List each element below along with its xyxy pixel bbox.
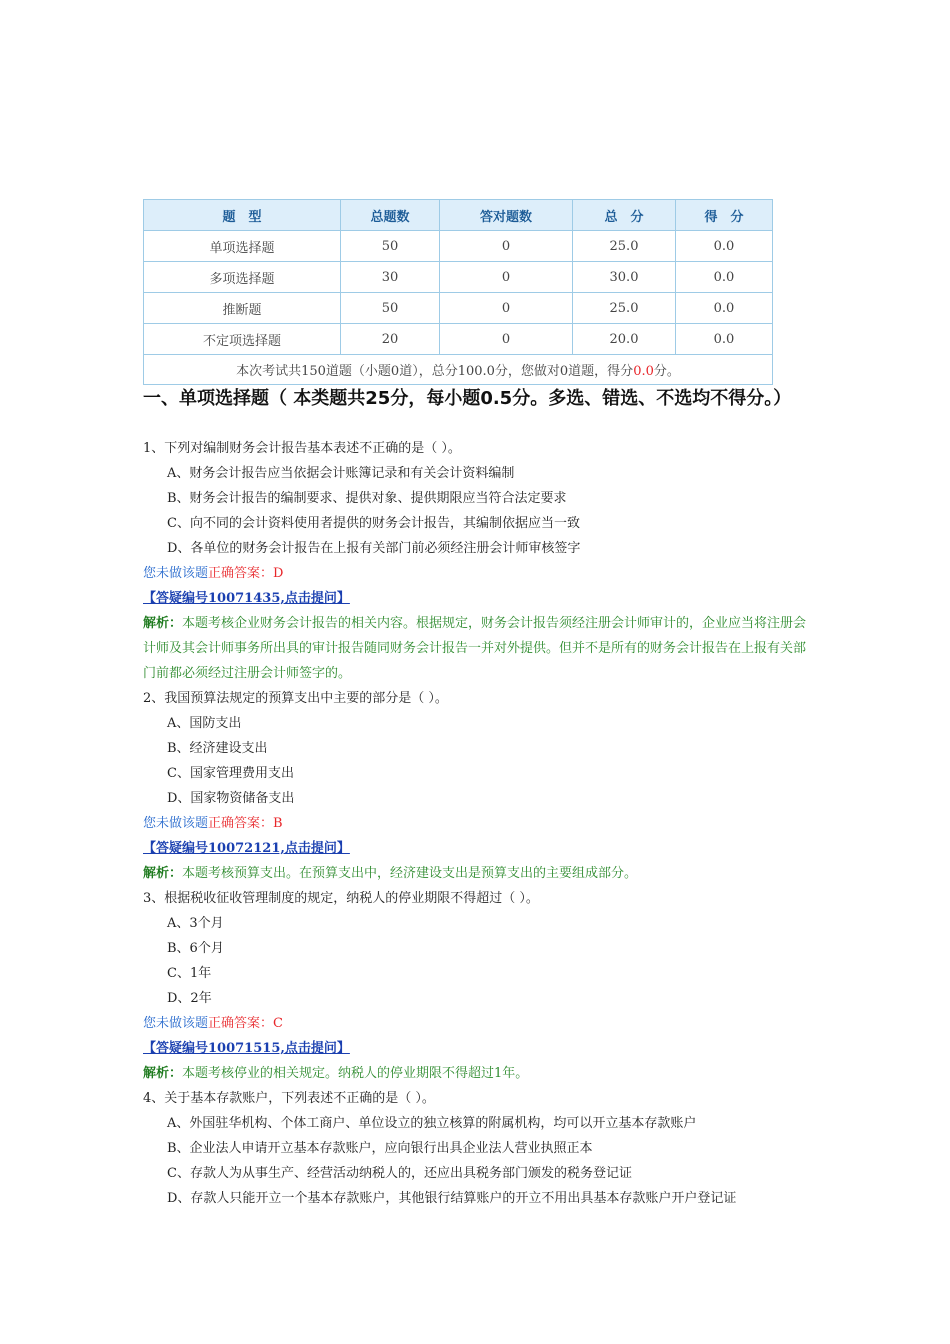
header-total-count: 总题数: [341, 200, 440, 231]
question-item: [143, 1086, 813, 1211]
correct-answer-label: 正确答案：: [208, 566, 274, 581]
option-b: B、6个月: [167, 941, 224, 956]
cell-type: 单项选择题: [144, 231, 341, 262]
exam-summary-text: [144, 355, 773, 385]
option-c: C、1年: [167, 966, 212, 981]
ask-question-link[interactable]: 【答疑编号10071435,点击提问】: [143, 591, 350, 606]
cell-type: 不定项选择题: [144, 324, 341, 355]
cell-total: 25.0: [573, 293, 676, 324]
question-item: [143, 436, 813, 686]
analysis: [143, 611, 813, 686]
not-done-label: 您未做该题: [143, 1016, 209, 1031]
header-question-type: 题 型: [144, 200, 341, 231]
analysis-label: 解析：: [143, 1066, 183, 1081]
cell-correct: 0: [440, 262, 573, 293]
cell-count: 30: [341, 262, 440, 293]
table-row: [144, 231, 773, 262]
cell-score: 0.0: [676, 231, 773, 262]
option-d: D、2年: [167, 991, 212, 1006]
cell-type: 推断题: [144, 293, 341, 324]
header-total-score: 总 分: [573, 200, 676, 231]
cell-total: 25.0: [573, 231, 676, 262]
option-d: D、国家物资储备支出: [167, 791, 295, 806]
correct-answer: D: [273, 566, 284, 581]
ask-question-link[interactable]: 【答疑编号10071515,点击提问】: [143, 1041, 350, 1056]
cell-score: 0.0: [676, 324, 773, 355]
answer-status: [143, 561, 813, 586]
not-done-label: 您未做该题: [143, 816, 209, 831]
table-row: [144, 324, 773, 355]
not-done-label: 您未做该题: [143, 566, 209, 581]
option-b: B、经济建设支出: [167, 741, 268, 756]
cell-score: 0.0: [676, 262, 773, 293]
option-c: C、向不同的会计资料使用者提供的财务会计报告，其编制依据应当一致: [167, 516, 580, 531]
summary-prefix: 本次考试共150道题（小题0道），总分100.0分，您做对0道题，得分: [236, 364, 634, 379]
analysis-label: 解析：: [143, 866, 183, 881]
option-a: A、外国驻华机构、个体工商户、单位设立的独立核算的附属机构，均可以开立基本存款账户: [167, 1116, 697, 1131]
section-title: 一、单项选择题（ 本类题共25分，每小题0.5分。多选、错选、不选均不得分。）: [143, 388, 792, 409]
question-stem: 2、我国预算法规定的预算支出中主要的部分是（ ）。: [143, 691, 448, 706]
header-correct-count: 答对题数: [440, 200, 573, 231]
option-c: C、国家管理费用支出: [167, 766, 294, 781]
correct-answer: B: [273, 816, 283, 831]
answer-status: [143, 1011, 813, 1036]
cell-count: 50: [341, 293, 440, 324]
correct-answer: C: [273, 1016, 283, 1031]
summary-score: 0.0: [633, 364, 654, 379]
question-stem: 3、根据税收征收管理制度的规定，纳税人的停业期限不得超过（ ）。: [143, 891, 539, 906]
analysis-text: 本题考核企业财务会计报告的相关内容。根据规定，财务会计报告须经注册会计师审计的，企业应当将注册会计师及其会计师事务所出具的审计报告随同财务会计报告一并对外提供。但并不是所有的财务会计报告在上报有关部门前都必须经过注册会计师签字的。: [143, 616, 807, 681]
cell-correct: 0: [440, 293, 573, 324]
analysis: [143, 1061, 813, 1086]
option-c: C、存款人为从事生产、经营活动纳税人的，还应出具税务部门颁发的税务登记证: [167, 1166, 632, 1181]
option-d: D、各单位的财务会计报告在上报有关部门前必须经注册会计师审核签字: [167, 541, 581, 556]
analysis-text: 本题考核预算支出。在预算支出中，经济建设支出是预算支出的主要组成部分。: [182, 866, 638, 881]
option-d: D、存款人只能开立一个基本存款账户，其他银行结算账户的开立不用出具基本存款账户开户登记证: [167, 1191, 737, 1206]
question-stem: 1、下列对编制财务会计报告基本表述不正确的是（ ）。: [143, 441, 461, 456]
cell-count: 20: [341, 324, 440, 355]
question-item: [143, 886, 813, 1086]
cell-type: 多项选择题: [144, 262, 341, 293]
table-row: [144, 262, 773, 293]
analysis: [143, 861, 813, 886]
answer-status: [143, 811, 813, 836]
summary-suffix: 分。: [653, 364, 680, 379]
question-list: [143, 436, 813, 1211]
question-stem: 4、关于基本存款账户，下列表述不正确的是（ ）。: [143, 1091, 435, 1106]
table-header-row: [144, 200, 773, 231]
table-footer-row: [144, 355, 773, 385]
score-summary-table: [143, 199, 773, 385]
analysis-label: 解析：: [143, 616, 183, 631]
cell-correct: 0: [440, 324, 573, 355]
cell-count: 50: [341, 231, 440, 262]
cell-score: 0.0: [676, 293, 773, 324]
ask-question-link[interactable]: 【答疑编号10072121,点击提问】: [143, 841, 350, 856]
correct-answer-label: 正确答案：: [208, 816, 274, 831]
correct-answer-label: 正确答案：: [208, 1016, 274, 1031]
option-b: B、财务会计报告的编制要求、提供对象、提供期限应当符合法定要求: [167, 491, 567, 506]
question-item: [143, 686, 813, 886]
option-a: A、国防支出: [167, 716, 242, 731]
option-b: B、企业法人申请开立基本存款账户，应向银行出具企业法人营业执照正本: [167, 1141, 593, 1156]
header-score: 得 分: [676, 200, 773, 231]
table-row: [144, 293, 773, 324]
cell-total: 30.0: [573, 262, 676, 293]
option-a: A、3个月: [167, 916, 224, 931]
cell-total: 20.0: [573, 324, 676, 355]
cell-correct: 0: [440, 231, 573, 262]
analysis-text: 本题考核停业的相关规定。纳税人的停业期限不得超过1年。: [182, 1066, 529, 1081]
option-a: A、财务会计报告应当依据会计账簿记录和有关会计资料编制: [167, 466, 515, 481]
